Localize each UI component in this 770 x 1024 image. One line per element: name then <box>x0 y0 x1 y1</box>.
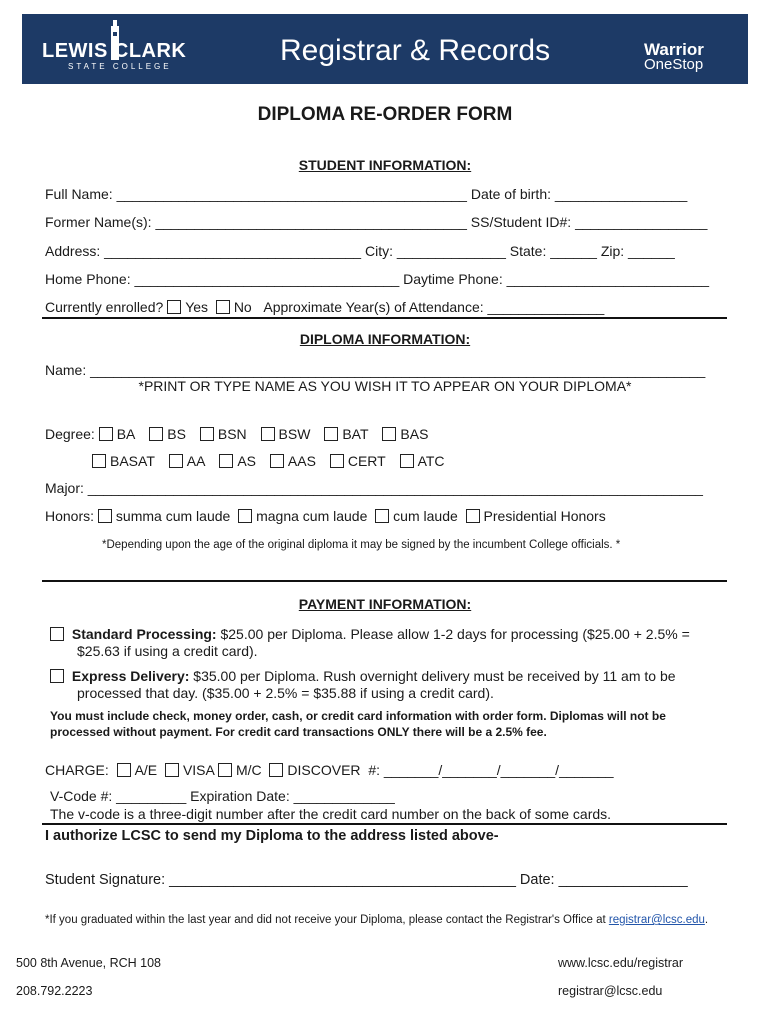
honors-checkbox[interactable] <box>238 509 252 523</box>
vcode-line[interactable]: V-Code #: _________ Expiration Date: _____________ <box>50 788 395 804</box>
degree-checkbox[interactable] <box>382 427 396 441</box>
degree-checkbox[interactable] <box>261 427 275 441</box>
attendance-field[interactable]: Approximate Year(s) of Attendance: _______________ <box>263 299 605 315</box>
card-number-field[interactable]: #: _______/_______/_______/_______ <box>368 762 614 778</box>
honors-option: cum laude <box>393 508 458 524</box>
degree-option: BSN <box>217 426 247 442</box>
degree-option: ATC <box>417 453 445 469</box>
standard-checkbox[interactable] <box>50 627 64 641</box>
degree-checkbox[interactable] <box>92 454 106 468</box>
honors-option: summa cum laude <box>115 508 231 524</box>
footnote-end: . <box>704 914 709 926</box>
express-delivery-row <box>50 668 676 684</box>
degree-option: BAS <box>400 426 429 442</box>
charge-label: CHARGE: <box>45 762 109 778</box>
degree-checkbox[interactable] <box>270 454 284 468</box>
authorize-statement: I authorize LCSC to send my Diploma to the address listed above- <box>45 828 499 844</box>
degree-option: BAT <box>342 426 369 442</box>
major-line[interactable]: Major: _______________________________________________________________________________ <box>45 480 703 496</box>
degree-option: AS <box>237 453 257 469</box>
warrior-logo-line1: Warrior <box>644 40 704 59</box>
no-checkbox[interactable] <box>216 300 230 314</box>
divider <box>42 580 727 582</box>
degree-option: BS <box>167 426 186 442</box>
degree-row-1 <box>45 426 428 442</box>
header-banner <box>22 14 748 84</box>
footnote <box>45 914 708 926</box>
payment-notice-1: You must include check, money order, cash, or credit card information with order form. Diplomas will not be <box>50 709 666 723</box>
footer-phone: 208.792.2223 <box>16 984 93 998</box>
card-checkbox[interactable] <box>165 763 179 777</box>
full-name-line[interactable]: Full Name: _____________________________________________ Date of birth: _________________ <box>45 186 688 202</box>
divider <box>42 823 727 825</box>
signature-line[interactable]: Student Signature: ___________________________________________ Date: ________________ <box>45 872 688 888</box>
degree-checkbox[interactable] <box>324 427 338 441</box>
degree-checkbox[interactable] <box>99 427 113 441</box>
lcsc-logo <box>42 40 187 71</box>
logo-main-text: LEWIS CLARK <box>42 40 187 62</box>
form-title: DIPLOMA RE-ORDER FORM <box>257 104 513 125</box>
diploma-name-note: *PRINT OR TYPE NAME AS YOU WISH IT TO APPEAR ON YOUR DIPLOMA* <box>138 378 632 394</box>
footer-website[interactable]: www.lcsc.edu/registrar <box>558 956 684 970</box>
express-text: $35.00 per Diploma. Rush overnight delivery must be received by 11 am to be <box>189 668 676 684</box>
vcode-note: The v-code is a three-digit number after the credit card number on the back of some cards. <box>50 806 612 822</box>
former-name-line[interactable]: Former Name(s): ________________________________________ SS/Student ID#: _________________ <box>45 214 708 230</box>
degree-option: BA <box>116 426 136 442</box>
express-text-cont: processed that day. ($35.00 + 2.5% = $35.88 if using a credit card). <box>77 685 494 701</box>
footnote-text: *If you graduated within the last year and did not receive your Diploma, please contact the Registrar's Office at <box>45 914 609 926</box>
honors-checkbox[interactable] <box>98 509 112 523</box>
card-option: VISA <box>182 762 215 778</box>
yes-label: Yes <box>185 299 209 315</box>
yes-checkbox[interactable] <box>167 300 181 314</box>
degree-label: Degree: <box>45 426 95 442</box>
express-checkbox[interactable] <box>50 669 64 683</box>
payment-info-heading: PAYMENT INFORMATION: <box>298 596 472 612</box>
phone-line[interactable]: Home Phone: __________________________________ Daytime Phone: __________________________ <box>45 271 710 287</box>
no-label: No <box>233 299 252 315</box>
page-title: Registrar & Records <box>280 34 551 67</box>
standard-text: $25.00 per Diploma. Please allow 1-2 days for processing ($25.00 + 2.5% = <box>216 626 690 642</box>
honors-checkbox[interactable] <box>375 509 389 523</box>
degree-row-2 <box>92 453 445 469</box>
degree-option: CERT <box>347 453 386 469</box>
degree-checkbox[interactable] <box>400 454 414 468</box>
degree-checkbox[interactable] <box>219 454 233 468</box>
degree-checkbox[interactable] <box>330 454 344 468</box>
logo-sub-text: STATE COLLEGE <box>68 62 172 71</box>
degree-option: AAS <box>287 453 316 469</box>
degree-checkbox[interactable] <box>200 427 214 441</box>
degree-checkbox[interactable] <box>149 427 163 441</box>
standard-processing-row <box>50 626 690 642</box>
honors-checkbox[interactable] <box>466 509 480 523</box>
diploma-info-heading: DIPLOMA INFORMATION: <box>299 331 471 347</box>
degree-option: BSW <box>278 426 311 442</box>
payment-notice-2: processed without payment. For credit card transactions ONLY there will be a 2.5% fee. <box>50 725 547 739</box>
degree-option: AA <box>186 453 206 469</box>
card-checkbox[interactable] <box>117 763 131 777</box>
degree-option: BASAT <box>110 453 155 469</box>
card-option: M/C <box>235 762 262 778</box>
enrolled-label: Currently enrolled? <box>45 299 164 315</box>
registrar-email-link[interactable]: registrar@lcsc.edu <box>608 914 705 926</box>
divider <box>42 317 727 319</box>
footer-email[interactable]: registrar@lcsc.edu <box>558 984 663 998</box>
footer-address: 500 8th Avenue, RCH 108 <box>16 956 162 970</box>
card-option: A/E <box>134 762 158 778</box>
warrior-logo-line2: OneStop <box>644 56 704 73</box>
honors-row <box>45 508 606 524</box>
honors-option: Presidential Honors <box>483 508 606 524</box>
card-option: DISCOVER <box>287 762 361 778</box>
charge-row <box>45 762 614 778</box>
express-label: Express Delivery: <box>71 668 190 684</box>
card-checkbox[interactable] <box>218 763 232 777</box>
enrolled-row <box>45 299 604 315</box>
degree-checkbox[interactable] <box>169 454 183 468</box>
student-info-heading: STUDENT INFORMATION: <box>298 157 472 173</box>
diploma-name-line[interactable]: Name: _______________________________________________________________________________ <box>45 362 706 378</box>
card-checkbox[interactable] <box>269 763 283 777</box>
signature-note: *Depending upon the age of the original diploma it may be signed by the incumbent College officials. * <box>102 539 621 551</box>
address-line[interactable]: Address: _________________________________ City: ______________ State: ______ Zip: ______ <box>45 243 675 259</box>
honors-label: Honors: <box>45 508 95 524</box>
standard-text-cont: $25.63 if using a credit card). <box>77 643 258 659</box>
honors-option: magna cum laude <box>256 508 368 524</box>
standard-label: Standard Processing: <box>71 626 217 642</box>
